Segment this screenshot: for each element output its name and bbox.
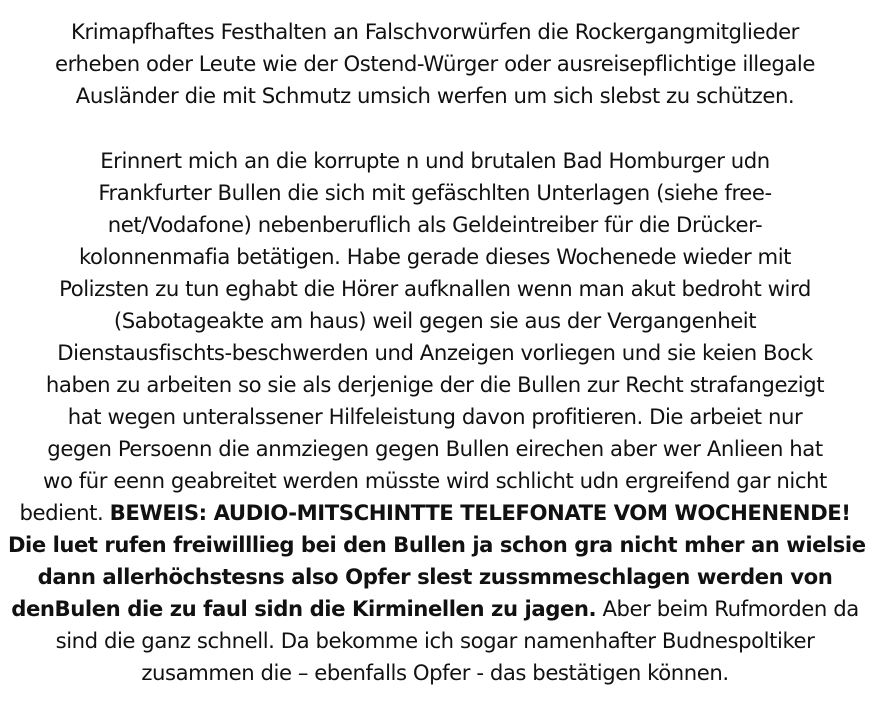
paragraph2-line11: wo für eenn geabreitet werden müsste wird schlicht udn ergreifend gar nicht (43, 469, 827, 494)
paragraph1-line2: erheben oder Leute wie der Ostend-Würger oder ausreisepflichtige illegale (55, 52, 815, 77)
paragraph2-line5: Polizsten zu tun eghabt die Hörer aufknallen wenn man akut bedroht wird (59, 277, 811, 302)
paragraph2-line1: Erinnert mich an die korrupte n und brutalen Bad Homburger udn (100, 149, 770, 174)
paragraph2-line14: dann allerhöchstesns also Opfer slest zussmmeschlagen werden von (37, 565, 833, 590)
paragraph2-line12 (6, 498, 864, 530)
paragraph2-line4: kolonnenmafia betätigen. Habe gerade dieses Wochenede wieder mit (78, 245, 792, 270)
line12-normal-text: bedient. (19, 501, 110, 526)
paragraph2-line16: sind die ganz schnell. Da bekomme ich sogar namenhafter Budnespoltiker (55, 629, 815, 654)
paragraph2-line17: zusammen die – ebenfalls Opfer - das bestätigen können. (141, 661, 729, 686)
paragraph1-line1: Krimapfhaftes Festhalten an Falschvorwürfen die Rockergangmitglieder (71, 20, 799, 45)
evidence-heading: BEWEIS: AUDIO-MITSCHINTTE TELEFONATE VOM WOCHENENDE! (109, 501, 851, 526)
paragraph2-line10: gegen Persoenn die anmziegen gegen Bullen eirechen aber wer Anlieen hat (47, 437, 823, 462)
paragraph2-line8: haben zu arbeiten so sie als derjenige der die Bullen zur Recht strafangezigt (45, 373, 825, 398)
line15-normal-text: Aber beim Rufmorden da (596, 597, 859, 622)
paragraph1-line3: Ausländer die mit Schmutz umsich werfen um sich slebst zu schützen. (75, 84, 795, 109)
paragraph2-line7: Dienstausfischts-beschwerden und Anzeigen vorliegen und sie keien Bock (57, 341, 813, 366)
paragraph2-line2: Frankfurter Bullen die sich mit gefäschlten Unterlagen (siehe free- (98, 181, 772, 206)
paragraph2-line6: (Sabotageakte am haus) weil gegen sie aus der Vergangenheit (113, 309, 757, 334)
paragraph2-line3: net/Vodafone) nebenberuflich als Geldeintreiber für die Drücker- (107, 213, 763, 238)
paragraph2-line15 (6, 594, 864, 626)
paragraph2-line9: hat wegen unteralssener Hilfeleistung davon profitieren. Die arbeiet nur (67, 405, 803, 430)
paragraph2-line13: Die luet rufen freiwilllieg bei den Bullen ja schon gra nicht mher an wielsie (7, 533, 866, 558)
line15-bold-text: denBulen die zu faul sidn die Kirminellen zu jagen. (11, 597, 597, 622)
